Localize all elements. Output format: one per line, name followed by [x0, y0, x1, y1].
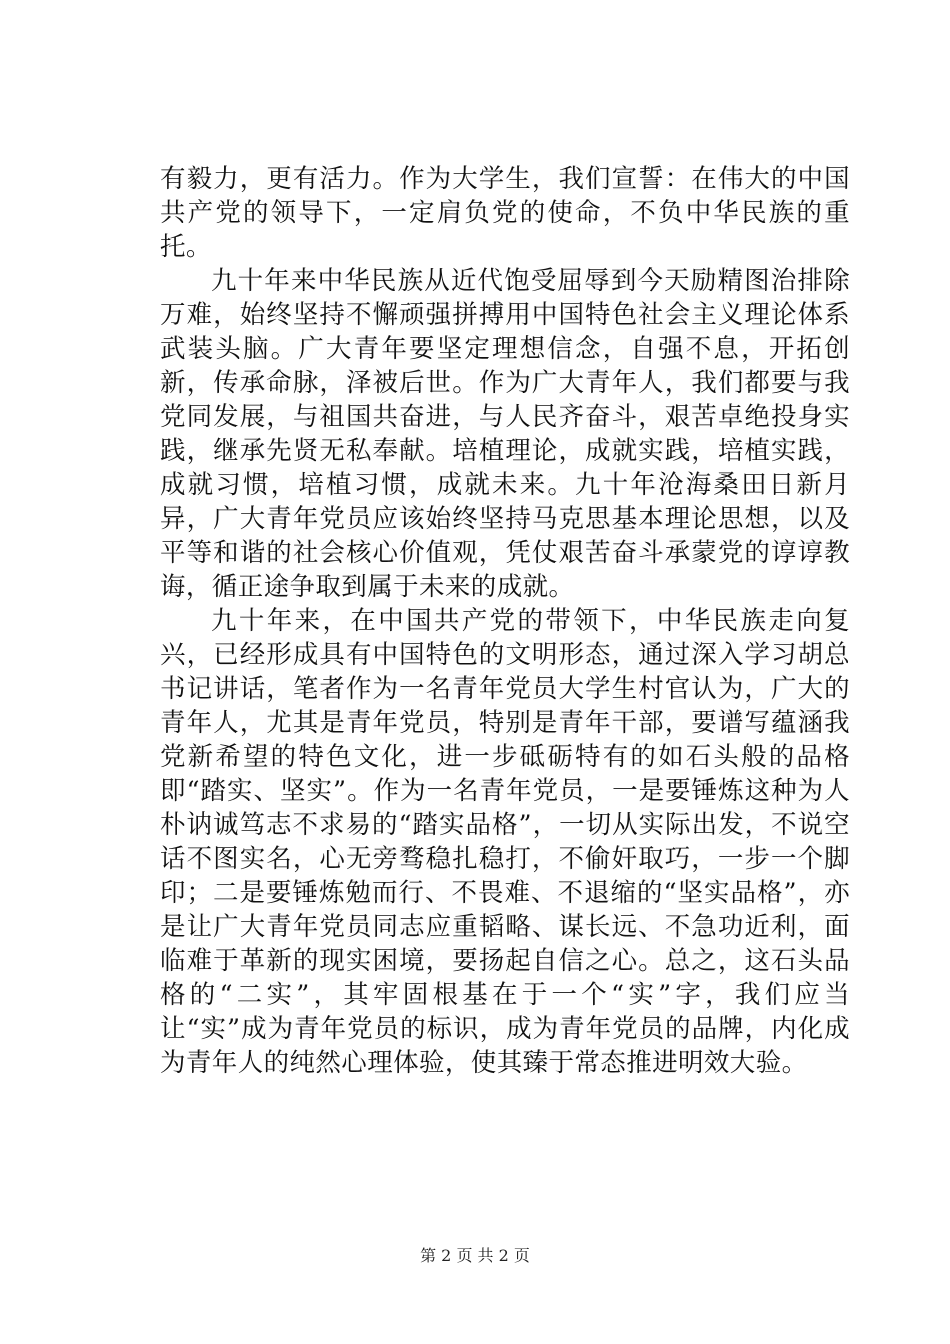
paragraph-continuation: 有毅力，更有活力。作为大学生，我们宣誓：在伟大的中国共产党的领导下，一定肩负党的使命，不负中华民族的重托。: [160, 164, 850, 262]
paragraph-ninety-years-history: 九十年来中华民族从近代饱受屈辱到今天励精图治排除万难，始终坚持不懈顽强拼搏用中国特色社会主义理论体系武装头脑。广大青年要坚定理想信念，自强不息，开拓创新，传承命脉，泽被后世。作为广大青年人，我们都要与我党同发展，与祖国共奋进，与人民齐奋斗，艰苦卓绝投身实践，继承先贤无私奉献。培植理论，成就实践，培植实践，成就习惯，培植习惯，成就未来。九十年沧海桑田日新月异，广大青年党员应该始终坚持马克思基本理论思想，以及平等和谐的社会核心价值观，凭仗艰苦奋斗承蒙党的谆谆教诲，循正途争取到属于未来的成就。: [160, 266, 850, 602]
paragraph-stone-character: 九十年来，在中国共产党的带领下，中华民族走向复兴，已经形成具有中国特色的文明形态，通过深入学习胡总书记讲话，笔者作为一名青年党员大学生村官认为，广大的青年人，尤其是青年党员，特别是青年干部，要谱写蕴涵我党新希望的特色文化，进一步砥砺特有的如石头般的品格即“踏实、坚实”。作为一名青年党员，一是要锤炼这种为人朴讷诚笃志不求易的“踏实品格”，一切从实际出发，不说空话不图实名，心无旁骛稳扎稳打，不偷奸取巧，一步一个脚印；二是要锤炼勉而行、不畏难、不退缩的“坚实品格”，亦是让广大青年党员同志应重韬略、谋长远、不急功近利，面临难于革新的现实困境，要扬起自信之心。总之，这石头品格的“二实”，其牢固根基在于一个“实”字，我们应当让“实”成为青年党员的标识，成为青年党员的品牌，内化成为青年人的纯然心理体验，使其臻于常态推进明效大验。: [160, 606, 850, 1078]
document-body: [160, 162, 850, 1080]
page-number-footer: 第 2 页 共 2 页: [420, 1246, 530, 1265]
